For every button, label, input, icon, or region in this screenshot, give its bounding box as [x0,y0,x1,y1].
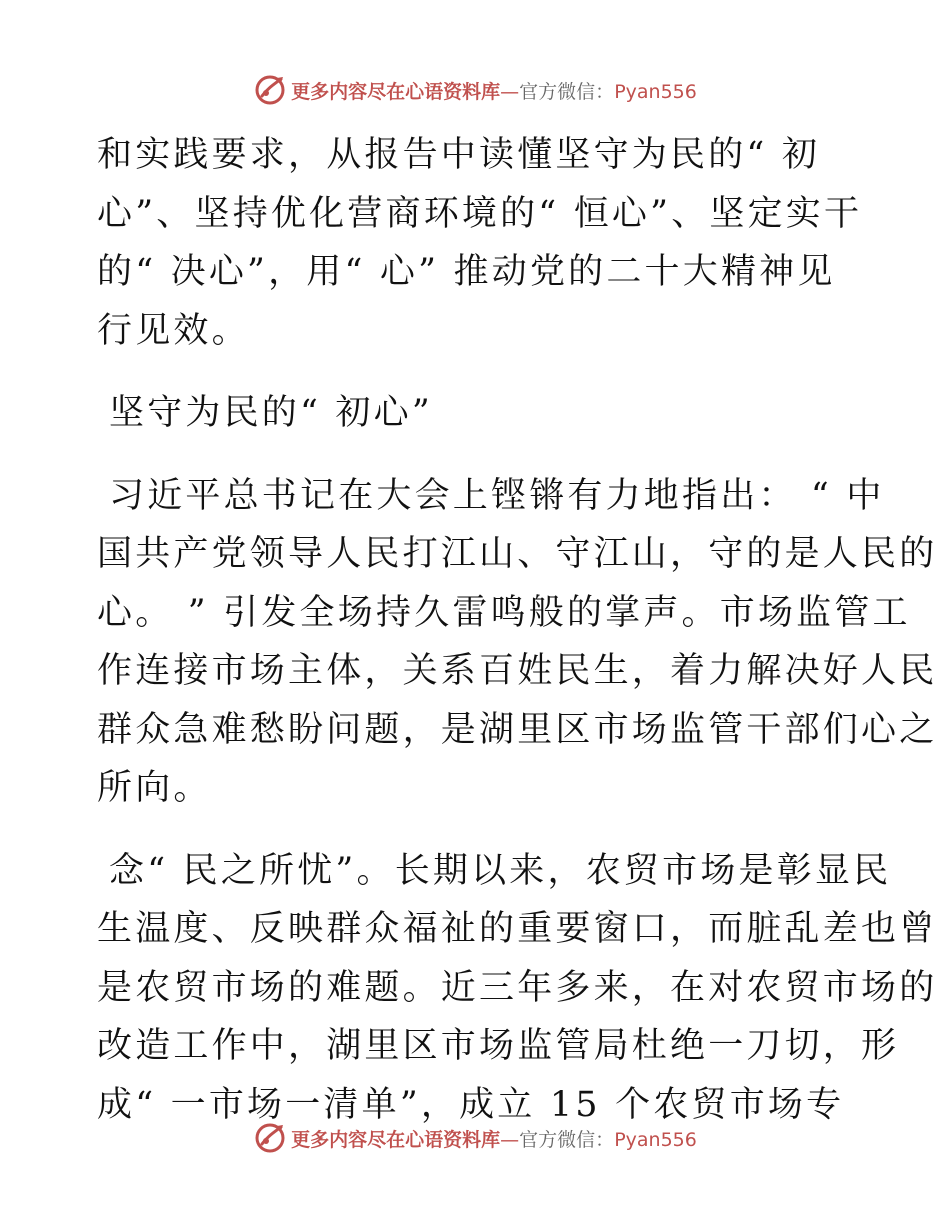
header-banner [0,70,950,110]
banner-wechat-id: Pyan556 [614,80,697,103]
banner-text [291,77,697,104]
text-line: 心。 ” 引发全场持久雷鸣般的掌声。市场监管工 [97,592,911,633]
banner-dash: — [500,1128,520,1151]
paragraph-3 [97,842,938,1135]
text-line: 的“ 决心”，用“ 心” 推动党的二十大精神见 [97,252,836,292]
footer-banner [0,1118,950,1158]
banner-dash: — [500,80,520,103]
text-line: 行见效。 [97,310,250,351]
text-line: 生温度、反映群众福祉的重要窗口，而脏乱差也曾 [97,909,938,949]
text-line: 念“ 民之所忧”。长期以来，农贸市场是彰显民 [109,850,892,891]
text-line: 和实践要求，从报告中读懂坚守为民的“ 初 [97,135,821,175]
text-line: 心”、坚持优化营商环境的“ 恒心”、坚定实干 [97,193,863,234]
banner-main-text: 更多内容尽在心语资料库 [291,80,501,103]
text-line: 作连接市场主体，关系百姓民生，着力解决好人民 [97,651,938,691]
banner-label: 官方微信： [519,80,615,103]
banner-label: 官方微信： [519,1128,615,1151]
text-line: 成“ 一市场一清单”，成立 15 个农贸市场专 [97,1084,845,1125]
document-body [97,126,938,1134]
section-heading: 坚守为民的“ 初心” [109,393,433,433]
text-line: 是农贸市场的难题。近三年多来，在对农贸市场的 [97,967,938,1008]
text-line: 改造工作中，湖里区市场监管局杜绝一刀切，形 [97,1026,900,1066]
banner-wechat-id: Pyan556 [614,1128,697,1151]
brand-logo-icon [253,73,287,107]
text-line: 国共产党领导人民打江山、守江山，守的是人民的 [97,534,938,574]
banner-text [291,1125,697,1152]
text-line: 群众急难愁盼问题，是湖里区市场监管干部们心之 [97,709,938,750]
text-line: 习近平总书记在大会上铿锵有力地指出： “ 中 [109,475,885,516]
brand-logo-icon [253,1121,287,1155]
banner-main-text: 更多内容尽在心语资料库 [291,1128,501,1151]
paragraph-1 [97,126,863,360]
paragraph-2 [97,467,938,818]
text-line: 所向。 [97,768,212,808]
